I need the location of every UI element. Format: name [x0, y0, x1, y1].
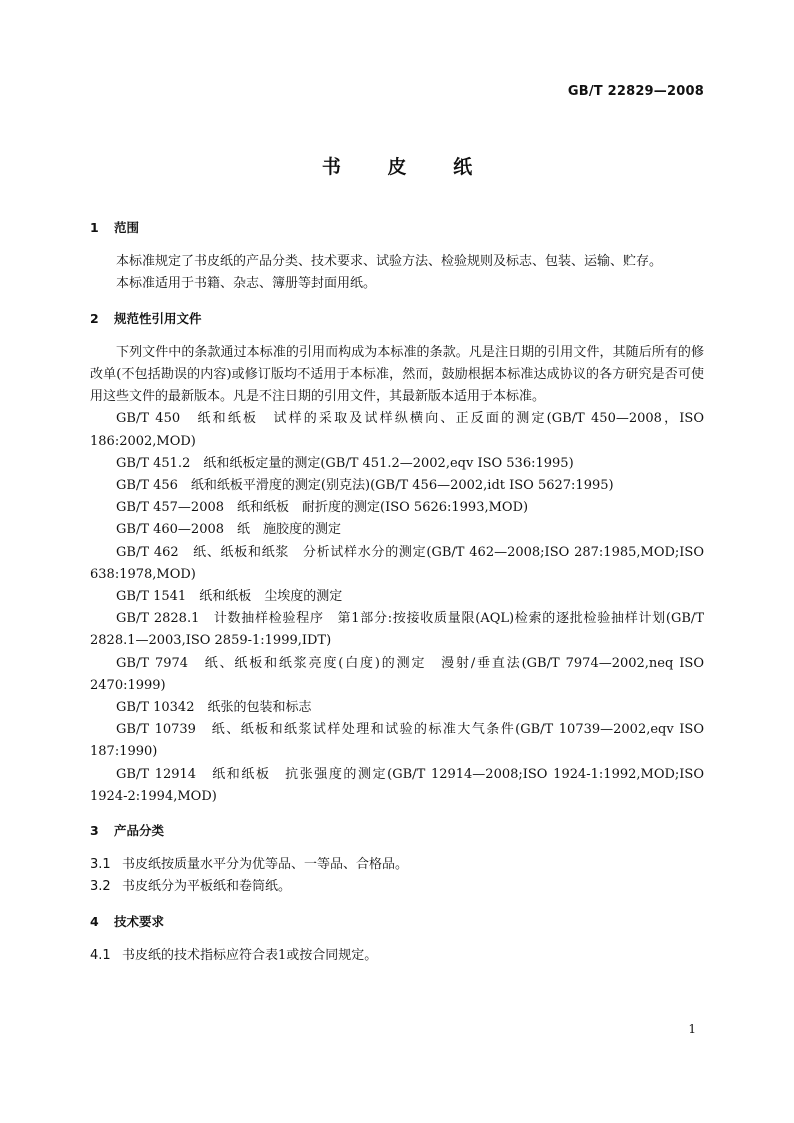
paragraph: 本标准适用于书籍、杂志、簿册等封面用纸。	[116, 276, 377, 292]
clause-text: 书皮纸的技术指标应符合表1或按合同规定。	[122, 947, 378, 963]
clause	[90, 854, 704, 876]
page-number: 1	[688, 1022, 696, 1036]
reference-item: GB/T 451.2 纸和纸板定量的测定(GB/T 451.2—2002,eqv ISO 536:1995)	[116, 455, 574, 471]
clause	[90, 945, 704, 967]
reference-item: GB/T 12914 纸和纸板 抗张强度的测定(GB/T 12914—2008;ISO 1924-1:1992,MOD;ISO 1924-2:1994,MOD)	[90, 766, 704, 804]
section-title: 规范性引用文件	[114, 310, 202, 326]
clause	[90, 876, 704, 898]
reference-item: GB/T 460—2008 纸 施胶度的测定	[116, 522, 342, 538]
standard-code: GB/T 22829—2008	[567, 84, 704, 99]
clause-text: 书皮纸按质量水平分为优等品、一等品、合格品。	[122, 857, 409, 873]
section-heading-normative-references	[90, 308, 704, 330]
reference-item: GB/T 450 纸和纸板 试样的采取及试样纵横向、正反面的测定(GB/T 450—2008，ISO 186:2002,MOD)	[90, 411, 704, 449]
document-title: 书 皮 纸	[321, 156, 473, 178]
reference-item: GB/T 7974 纸、纸板和纸浆亮度(白度)的测定 漫射/垂直法(GB/T 7974—2002,neq ISO 2470:1999)	[90, 655, 704, 693]
reference-item: GB/T 462 纸、纸板和纸浆 分析试样水分的测定(GB/T 462—2008;ISO 287:1985,MOD;ISO 638:1978,MOD)	[90, 544, 704, 582]
paragraph: 下列文件中的条款通过本标准的引用而构成为本标准的条款。凡是注日期的引用文件，其随后所有的修改单(不包括勘误的内容)或修订版均不适用于本标准，然而，鼓励根据本标准达成协议的各方研究是否可使用这些文件的最新版本。凡是不注日期的引用文件，其最新版本适用于本标准。	[90, 344, 704, 405]
clause-text: 书皮纸分为平板纸和卷筒纸。	[122, 879, 292, 895]
section-heading-product-classification	[90, 820, 704, 842]
reference-item: GB/T 457—2008 纸和纸板 耐折度的测定(ISO 5626:1993,MOD)	[116, 500, 529, 516]
clause-number: 3.1	[90, 857, 111, 873]
clause-number: 3.2	[90, 879, 111, 895]
section-number: 2	[90, 310, 99, 326]
reference-item: GB/T 10739 纸、纸板和纸浆试样处理和试验的标准大气条件(GB/T 10739—2002,eqv ISO 187:1990)	[90, 722, 704, 760]
clause-number: 4.1	[90, 947, 111, 963]
document-body	[90, 217, 704, 967]
reference-item: GB/T 10342 纸张的包装和标志	[116, 700, 312, 716]
section-number: 3	[90, 823, 99, 839]
section-number: 4	[90, 913, 99, 929]
section-title: 技术要求	[114, 913, 165, 929]
section-heading-technical-requirements	[90, 911, 704, 933]
reference-item: GB/T 1541 纸和纸板 尘埃度的测定	[116, 589, 343, 605]
reference-item: GB/T 2828.1 计数抽样检验程序 第1部分:按接收质量限(AQL)检索的逐批检验抽样计划(GB/T 2828.1—2003,ISO 2859-1:1999,IDT)	[90, 611, 704, 649]
section-title: 范围	[114, 220, 140, 235]
section-number: 1	[90, 220, 99, 235]
section-title: 产品分类	[114, 823, 165, 839]
reference-item: GB/T 456 纸和纸板平滑度的测定(别克法)(GB/T 456—2002,idt ISO 5627:1995)	[116, 478, 614, 494]
paragraph: 本标准规定了书皮纸的产品分类、技术要求、试验方法、检验规则及标志、包装、运输、贮存。	[116, 254, 663, 270]
section-heading-scope	[90, 217, 704, 239]
